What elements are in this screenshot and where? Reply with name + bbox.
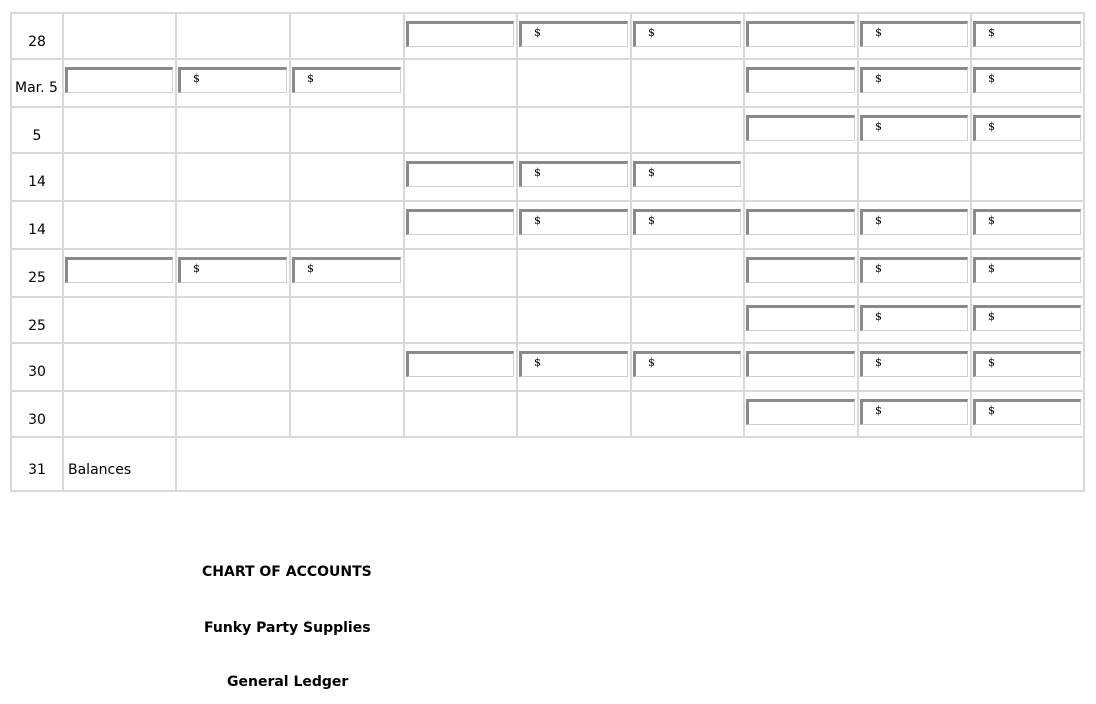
ledger-cell	[176, 153, 290, 201]
ledger-row	[11, 107, 1084, 153]
text-input[interactable]	[746, 115, 855, 141]
date-cell	[11, 343, 63, 391]
amount-input[interactable]	[973, 351, 1081, 377]
date-label: Mar. 5	[15, 80, 58, 96]
ledger-cell	[176, 13, 290, 59]
ledger-cell	[858, 343, 971, 391]
dollar-sign: $	[875, 72, 882, 85]
amount-input[interactable]	[178, 257, 287, 283]
text-input[interactable]	[406, 161, 514, 187]
date-label: 25	[28, 270, 46, 286]
ledger-cell	[63, 13, 176, 59]
dollar-sign: $	[875, 310, 882, 323]
date-label: 25	[28, 318, 46, 334]
ledger-cell	[858, 201, 971, 249]
ledger-cell	[517, 297, 631, 343]
ledger-cell	[176, 249, 290, 297]
amount-input[interactable]	[973, 209, 1081, 235]
ledger-cell	[631, 59, 744, 107]
ledger-cell	[631, 201, 744, 249]
amount-input[interactable]	[973, 21, 1081, 47]
ledger-cell	[858, 249, 971, 297]
ledger-row	[11, 297, 1084, 343]
dollar-sign: $	[988, 120, 995, 133]
dollar-sign: $	[534, 356, 541, 369]
amount-input[interactable]	[973, 115, 1081, 141]
date-label: 31	[28, 462, 46, 478]
text-input[interactable]	[406, 351, 514, 377]
ledger-cell	[63, 153, 176, 201]
dollar-sign: $	[648, 26, 655, 39]
text-input[interactable]	[746, 351, 855, 377]
text-input[interactable]	[746, 305, 855, 331]
text-input[interactable]	[746, 67, 855, 93]
amount-input[interactable]	[860, 67, 968, 93]
date-label: 28	[28, 34, 46, 50]
amount-input[interactable]	[973, 399, 1081, 425]
ledger-cell	[858, 391, 971, 437]
ledger-row	[11, 59, 1084, 107]
ledger-cell	[744, 391, 858, 437]
text-input[interactable]	[746, 399, 855, 425]
ledger-cell	[744, 343, 858, 391]
ledger-cell	[63, 297, 176, 343]
ledger-cell	[971, 153, 1084, 201]
ledger-cell	[290, 391, 404, 437]
ledger-cell	[631, 391, 744, 437]
date-label: 14	[28, 174, 46, 190]
ledger-cell	[176, 297, 290, 343]
ledger-cell	[63, 249, 176, 297]
ledger-row	[11, 153, 1084, 201]
ledger-cell	[971, 201, 1084, 249]
amount-input[interactable]	[519, 351, 628, 377]
ledger-cell	[858, 297, 971, 343]
ledger-cell	[517, 107, 631, 153]
dollar-sign: $	[875, 120, 882, 133]
ledger-cell	[290, 59, 404, 107]
ledger-row	[11, 13, 1084, 59]
dollar-sign: $	[307, 72, 314, 85]
dollar-sign: $	[648, 214, 655, 227]
amount-input[interactable]	[860, 21, 968, 47]
amount-input[interactable]	[292, 67, 401, 93]
dollar-sign: $	[307, 262, 314, 275]
general-ledger-title: General Ledger	[227, 674, 349, 690]
dollar-sign: $	[534, 166, 541, 179]
ledger-body	[11, 13, 1084, 491]
date-cell	[11, 391, 63, 437]
ledger-cell	[290, 13, 404, 59]
dollar-sign: $	[988, 262, 995, 275]
amount-input[interactable]	[860, 209, 968, 235]
date-cell	[11, 249, 63, 297]
dollar-sign: $	[534, 214, 541, 227]
dollar-sign: $	[988, 72, 995, 85]
ledger-cell	[176, 59, 290, 107]
ledger-cell	[63, 107, 176, 153]
balances-cell	[63, 437, 176, 491]
ledger-row	[11, 201, 1084, 249]
ledger-cell	[404, 201, 517, 249]
date-cell	[11, 107, 63, 153]
amount-input[interactable]	[519, 209, 628, 235]
ledger-cell	[744, 107, 858, 153]
ledger-cell	[404, 13, 517, 59]
ledger-cell	[858, 59, 971, 107]
ledger-cell	[517, 153, 631, 201]
ledger-cell	[971, 59, 1084, 107]
date-cell	[11, 437, 63, 491]
ledger-cell	[744, 13, 858, 59]
amount-input[interactable]	[633, 161, 741, 187]
balances-blank	[176, 437, 1084, 491]
dollar-sign: $	[875, 404, 882, 417]
ledger-cell	[744, 297, 858, 343]
date-cell	[11, 153, 63, 201]
dollar-sign: $	[875, 262, 882, 275]
date-label: 5	[32, 128, 42, 144]
ledger-cell	[744, 201, 858, 249]
ledger-cell	[404, 59, 517, 107]
amount-input[interactable]	[860, 115, 968, 141]
ledger-cell	[631, 297, 744, 343]
ledger-cell	[744, 249, 858, 297]
amount-input[interactable]	[633, 209, 741, 235]
dollar-sign: $	[648, 356, 655, 369]
ledger-cell	[631, 343, 744, 391]
ledger-cell	[290, 343, 404, 391]
ledger-cell	[971, 249, 1084, 297]
ledger-cell	[971, 297, 1084, 343]
dollar-sign: $	[193, 72, 200, 85]
ledger-cell	[971, 13, 1084, 59]
ledger-row	[11, 343, 1084, 391]
date-cell	[11, 201, 63, 249]
ledger-cell	[971, 343, 1084, 391]
ledger-cell	[290, 297, 404, 343]
ledger-cell	[290, 201, 404, 249]
ledger-cell	[176, 391, 290, 437]
dollar-sign: $	[988, 26, 995, 39]
ledger-cell	[631, 13, 744, 59]
date-label: 14	[28, 222, 46, 238]
amount-input[interactable]	[519, 21, 628, 47]
ledger-cell	[631, 249, 744, 297]
dollar-sign: $	[988, 310, 995, 323]
text-input[interactable]	[65, 257, 173, 283]
ledger-cell	[517, 59, 631, 107]
date-cell	[11, 297, 63, 343]
date-cell	[11, 59, 63, 107]
amount-input[interactable]	[292, 257, 401, 283]
dollar-sign: $	[648, 166, 655, 179]
ledger-cell	[517, 249, 631, 297]
dollar-sign: $	[534, 26, 541, 39]
ledger-cell	[631, 107, 744, 153]
amount-input[interactable]	[860, 399, 968, 425]
ledger-cell	[404, 107, 517, 153]
ledger-cell	[971, 391, 1084, 437]
chart-of-accounts-heading: CHART OF ACCOUNTS	[202, 564, 372, 580]
ledger-row	[11, 391, 1084, 437]
ledger-cell	[404, 153, 517, 201]
ledger-table	[10, 12, 1085, 492]
balances-row	[11, 437, 1084, 491]
text-input[interactable]	[65, 67, 173, 93]
ledger-row	[11, 249, 1084, 297]
ledger-cell	[404, 249, 517, 297]
text-input[interactable]	[406, 21, 514, 47]
amount-input[interactable]	[633, 351, 741, 377]
ledger-cell	[404, 343, 517, 391]
amount-input[interactable]	[178, 67, 287, 93]
ledger-cell	[517, 13, 631, 59]
ledger-cell	[176, 201, 290, 249]
ledger-cell	[858, 153, 971, 201]
ledger-cell	[744, 153, 858, 201]
dollar-sign: $	[193, 262, 200, 275]
ledger-cell	[404, 297, 517, 343]
ledger-cell	[858, 107, 971, 153]
amount-input[interactable]	[860, 257, 968, 283]
company-name: Funky Party Supplies	[204, 620, 371, 636]
ledger-cell	[63, 59, 176, 107]
amount-input[interactable]	[860, 351, 968, 377]
ledger-cell	[290, 153, 404, 201]
amount-input[interactable]	[973, 305, 1081, 331]
ledger-cell	[404, 391, 517, 437]
ledger-cell	[63, 343, 176, 391]
text-input[interactable]	[746, 21, 855, 47]
ledger-cell	[290, 107, 404, 153]
ledger-cell	[63, 201, 176, 249]
amount-input[interactable]	[860, 305, 968, 331]
amount-input[interactable]	[519, 161, 628, 187]
ledger-cell	[176, 107, 290, 153]
amount-input[interactable]	[633, 21, 741, 47]
amount-input[interactable]	[973, 67, 1081, 93]
text-input[interactable]	[746, 257, 855, 283]
dollar-sign: $	[988, 356, 995, 369]
ledger-cell	[517, 391, 631, 437]
ledger-cell	[631, 153, 744, 201]
text-input[interactable]	[406, 209, 514, 235]
dollar-sign: $	[988, 404, 995, 417]
dollar-sign: $	[875, 26, 882, 39]
balances-label: Balances	[68, 462, 132, 478]
ledger-cell	[517, 201, 631, 249]
dollar-sign: $	[875, 356, 882, 369]
date-label: 30	[28, 412, 46, 428]
ledger-cell	[517, 343, 631, 391]
dollar-sign: $	[875, 214, 882, 227]
ledger-cell	[744, 59, 858, 107]
dollar-sign: $	[988, 214, 995, 227]
ledger-cell	[290, 249, 404, 297]
ledger-cell	[971, 107, 1084, 153]
ledger-cell	[63, 391, 176, 437]
ledger-cell	[176, 343, 290, 391]
date-cell	[11, 13, 63, 59]
amount-input[interactable]	[973, 257, 1081, 283]
ledger-cell	[858, 13, 971, 59]
text-input[interactable]	[746, 209, 855, 235]
date-label: 30	[28, 364, 46, 380]
